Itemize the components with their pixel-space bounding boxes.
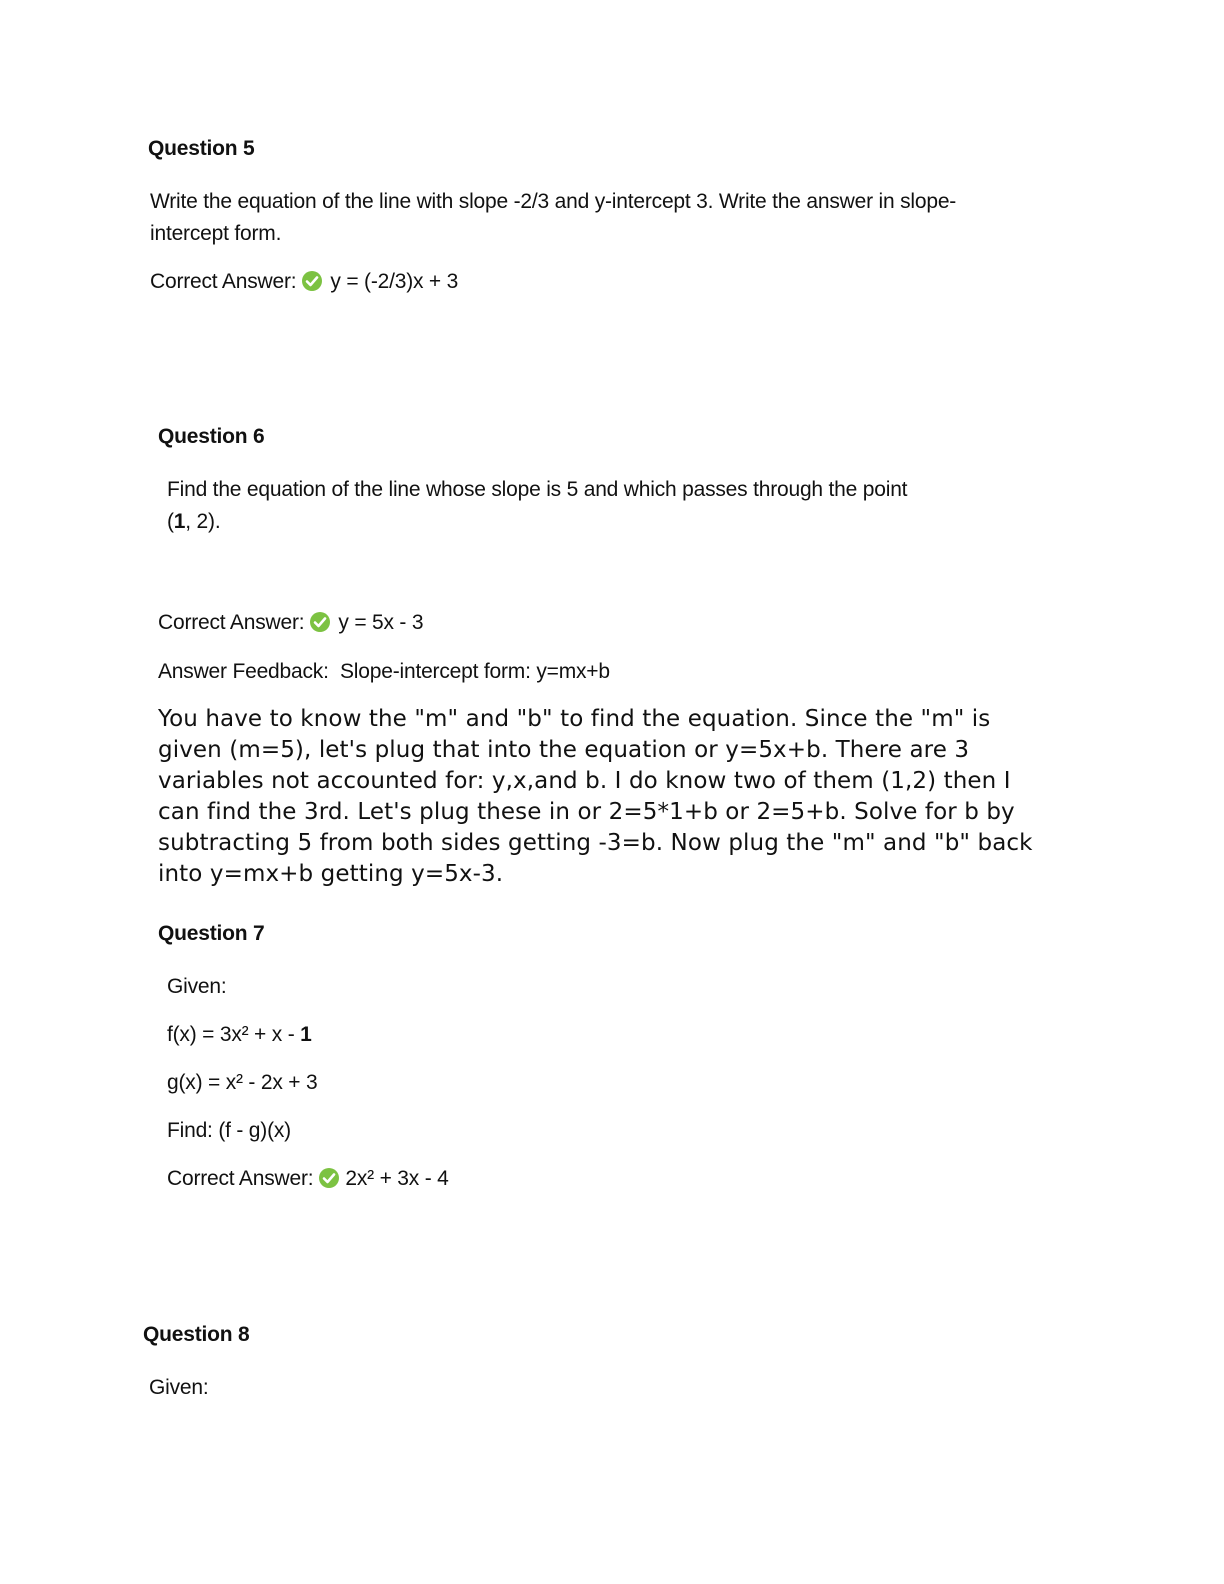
question-5-title: Question 5: [148, 137, 255, 160]
question-5-prompt: Write the equation of the line with slope -2/3 and y-intercept 3. Write the answer in slope-intercept form.: [150, 190, 957, 245]
question-8-title: Question 8: [143, 1323, 250, 1346]
answer-value: y = 5x - 3: [338, 611, 424, 634]
answer-label: Correct Answer:: [167, 1167, 314, 1190]
point-x: 1: [173, 510, 186, 533]
check-circle-icon: [302, 271, 322, 291]
f-expression: f(x) = 3x² + x -: [167, 1023, 301, 1046]
question-6-prompt-line-1: Find the equation of the line whose slope is 5 and which passes through the point: [167, 478, 908, 501]
feedback-short: Slope-intercept form: y=mx+b: [340, 660, 610, 683]
answer-label: Correct Answer:: [158, 611, 305, 634]
question-7-f-of-x: [167, 1019, 312, 1051]
question-6-feedback-line: [158, 656, 610, 688]
question-7-find: Find: (f - g)(x): [167, 1119, 291, 1142]
f-constant: 1: [300, 1023, 312, 1046]
feedback-label: Answer Feedback:: [158, 660, 329, 683]
point-rest: , 2).: [185, 510, 221, 533]
question-6-answer-line: [158, 607, 423, 639]
answer-value: 2x² + 3x - 4: [345, 1167, 449, 1190]
question-7-title: Question 7: [158, 922, 265, 945]
question-8-given: Given:: [149, 1376, 209, 1399]
check-circle-icon: [310, 612, 330, 632]
check-circle-icon: [319, 1168, 339, 1188]
question-6-feedback-explanation: You have to know the "m" and "b" to find the equation. Since the "m" is given (m=5), let's plug that into the equation or y=5x+b. There are 3 variables not accounted for: y,x,and b. I do know two of them (1,2) then I can find the 3rd. Let's plug these in or 2=5*1+b or 2=5+b. Solve for b by subtracting 5 from both sides getting -3=b. Now plug the "m" and "b" back into y=mx+b getting y=5x-3.: [158, 706, 1033, 887]
point-open: (: [167, 510, 174, 533]
question-5-answer-line: [150, 266, 458, 298]
question-6-prompt-line-2: [167, 506, 220, 538]
answer-label: Correct Answer:: [150, 270, 297, 293]
answer-value: y = (-2/3)x + 3: [330, 270, 459, 293]
question-6-title: Question 6: [158, 425, 265, 448]
question-7-given: Given:: [167, 975, 227, 998]
question-7-answer-line: [167, 1163, 449, 1195]
question-7-g-of-x: g(x) = x² - 2x + 3: [167, 1071, 318, 1094]
